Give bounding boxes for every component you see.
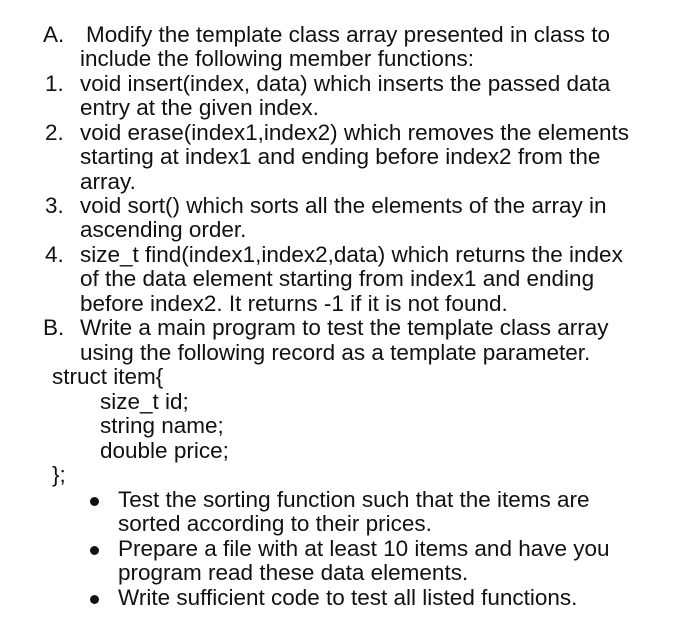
- item-4-line: of the data element starting from index1 and ending: [80, 266, 595, 291]
- section-b-intro-line: using the following record as a template parameter.: [80, 340, 591, 365]
- section-a-marker: A.: [43, 22, 65, 47]
- item-1-line: entry at the given index.: [80, 95, 319, 120]
- bullet-icon: [90, 595, 99, 604]
- item-4-marker: 4.: [45, 242, 64, 267]
- section-b-marker: B.: [43, 315, 65, 340]
- item-1-line: void insert(index, data) which inserts the passed data: [80, 71, 611, 96]
- item-3-marker: 3.: [45, 193, 64, 218]
- item-3-line: void sort() which sorts all the elements of the array in: [80, 193, 607, 218]
- item-3-line: ascending order.: [80, 217, 247, 242]
- item-4-line: size_t find(index1,index2,data) which returns the index: [80, 242, 623, 267]
- struct-close-line: };: [52, 462, 66, 487]
- bullet-1-line: sorted according to their prices.: [118, 511, 432, 536]
- struct-field-line: double price;: [100, 438, 229, 463]
- bullet-icon: [90, 546, 99, 555]
- item-4-line: before index2. It returns -1 if it is not found.: [80, 291, 508, 316]
- section-a-intro-line: include the following member functions:: [80, 46, 474, 71]
- bullet-icon: [90, 497, 99, 506]
- section-a-intro-line: Modify the template class array presented in class to: [86, 22, 610, 47]
- bullet-3-line: Write sufficient code to test all listed functions.: [118, 585, 578, 610]
- section-b-intro-line: Write a main program to test the template class array: [80, 315, 609, 340]
- struct-open-line: struct item{: [52, 364, 164, 389]
- item-2-line: starting at index1 and ending before index2 from the: [80, 144, 601, 169]
- bullet-2-line: program read these data elements.: [118, 560, 469, 585]
- item-1-marker: 1.: [45, 71, 64, 96]
- bullet-2-line: Prepare a file with at least 10 items and have you: [118, 536, 610, 561]
- bullet-1-line: Test the sorting function such that the items are: [118, 487, 590, 512]
- item-2-marker: 2.: [45, 120, 64, 145]
- struct-field-line: size_t id;: [100, 389, 189, 414]
- item-2-line: array.: [80, 169, 136, 194]
- item-2-line: void erase(index1,index2) which removes the elements: [80, 120, 630, 145]
- struct-field-line: string name;: [100, 413, 224, 438]
